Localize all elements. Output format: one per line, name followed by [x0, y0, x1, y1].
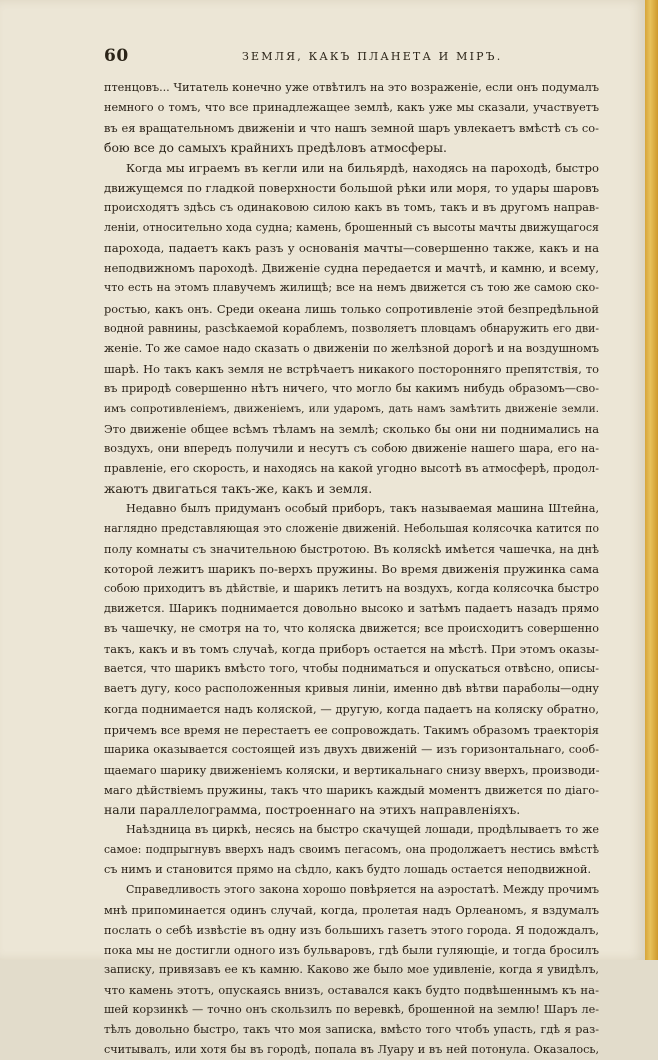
text-line: шей корзинкѣ — точно онъ скользилъ по веревкѣ, брошенной на землю! Шаръ ле- [104, 1003, 599, 1017]
text-line: причемъ все время не перестаетъ ее сопровождать. Такимъ образомъ траекторія [104, 722, 599, 737]
text-line: щаемаго шарику движеніемъ коляски, и вертикальнаго снизу вверхъ, производи- [104, 762, 600, 777]
text-line: Недавно былъ придуманъ особый приборъ, такъ называемая машина Штейна, [126, 501, 599, 515]
text-line: въ ея вращательномъ движеніи и что нашъ земной шаръ увлекаетъ вмѣстѣ съ со- [104, 121, 599, 136]
text-line: ваетъ дугу, косо расположенныя кривыя линіи, именно двѣ вѣтви параболы—одну [104, 682, 599, 696]
text-line: движется. Шарикъ поднимается довольно высоко и затѣмъ падаетъ назадъ прямо [104, 602, 599, 616]
text-line: тѣлъ довольно быстро, такъ что моя записка, вмѣсто того чтобъ упасть, гдѣ я раз- [104, 1023, 599, 1037]
text-line: водной равнины, разсѣкаемой кораблемъ, позволяетъ пловцамъ обнаружить его дви- [104, 321, 599, 335]
page-edge [645, 0, 658, 960]
text-line: воздухъ, они впередъ получили и несутъ съ собою движеніе нашего шара, его на- [104, 441, 599, 455]
text-line: которой лежитъ шарикъ по-верхъ пружины. Во время движенія пружинка сама [104, 562, 599, 577]
text-line: леніи, относительно хода судна; камень, брошенный съ высоты мачты движущагося [104, 221, 599, 235]
text-line: наглядно представляющая это сложеніе движеній. Небольшая колясочка катится по [104, 522, 599, 536]
text-line: Когда мы играемъ въ кегли или на бильярдѣ, находясь на пароходѣ, быстро [126, 161, 599, 176]
text-line: Справедливость этого закона хорошо повѣряется на аэростатѣ. Между прочимъ [126, 882, 599, 896]
text-line: птенцовъ... Читатель конечно уже отвѣтилъ на это возраженіе, если онъ подумалъ [104, 81, 599, 94]
text-line: парохода, падаетъ какъ разъ у основанія мачты—совершенно также, какъ и на [104, 241, 599, 256]
text-line: женіе. То же самое надо сказать о движеніи по желѣзной дорогѣ и на воздушномъ [104, 341, 599, 355]
text-line: такъ, какъ и въ томъ случаѣ, когда приборъ остается на мѣстѣ. При этомъ оказы- [104, 642, 599, 657]
text-line: съ нимъ и становится прямо на сѣдло, какъ будто лошадь остается неподвижной. [104, 862, 592, 876]
text-line: пока мы не достигли одного изъ бульваровъ, гдѣ были гуляющіе, и тогда бросилъ [104, 943, 600, 958]
running-title: ЗЕМЛЯ, КАКЪ ПЛАНЕТА И МIРЪ. [242, 50, 503, 63]
text-line: полу комнаты съ значительною быстротою. Въ колясkѣ имѣется чашечка, на днѣ [104, 542, 599, 557]
text-line: собою приходитъ въ дѣйствіе, и шарикъ летитъ на воздухъ, когда колясочка быстро [104, 582, 599, 596]
text-line: немного о томъ, что все принадлежащее землѣ, какъ уже мы сказали, участвуетъ [104, 101, 599, 115]
text-line: ростью, какъ онъ. Среди океана лишь только сопротивленіе этой безпредѣльной [104, 301, 599, 316]
text-line: имъ сопротивленіемъ, движеніемъ, или ударомъ, дать намъ замѣтить движеніе земли. [104, 402, 599, 415]
text-line: нали параллелограмма, построеннаго на этихъ направленіяхъ. [104, 801, 521, 817]
text-line: записку, привязавъ ее къ камню. Каково же было мое удивленіе, когда я увидѣлъ, [104, 963, 599, 977]
text-line: маго дѣйствіемъ пружины, такъ что шарикъ каждый моментъ движется по діаго- [104, 782, 599, 797]
text-line: происходятъ здѣсь съ одинаковою силою какъ въ томъ, такъ и въ другомъ направ- [104, 201, 599, 215]
text-line: вается, что шарикъ вмѣсто того, чтобы подниматься и опускаться отвѣсно, описы- [104, 662, 599, 676]
text-line: въ чашечку, не смотря на то, что коляска движется; все происходитъ совершенно [104, 622, 599, 636]
text-line: когда поднимается надъ коляской, — другую, когда падаетъ на коляску обратно, [104, 702, 599, 717]
text-line: движущемся по гладкой поверхности большой рѣки или моря, то удары шаровъ [104, 181, 599, 196]
text-line: въ природѣ совершенно нѣтъ ничего, что могло бы какимъ нибудь образомъ—сво- [104, 381, 599, 395]
text-line: самое: подпрыгнувъ вверхъ надъ своимъ пегасомъ, она продолжаетъ нестись вмѣстѣ [104, 842, 599, 856]
page-header [104, 46, 599, 68]
text-line: шарѣ. Но такъ какъ земля не встрѣчаетъ никакого посторонняго препятствія, то [104, 361, 599, 376]
text-line: Наѣздница въ циркѣ, несясь на быстро скачущей лошади, продѣлываетъ то же [126, 822, 599, 836]
text-line: неподвижномъ пароходѣ. Движеніе судна передается и мачтѣ, и камню, и всему, [104, 261, 599, 276]
text-line: Это движеніе общее всѣмъ тѣламъ на землѣ; сколько бы они ни поднимались на [104, 421, 599, 436]
text-line: жаютъ двигаться такъ-же, какъ и земля. [104, 480, 373, 496]
body-text [104, 78, 599, 1060]
text-line: считывалъ, или хотя бы въ городѣ, попала въ Луару и въ ней потонула. Оказалось, [104, 1043, 599, 1057]
text-line: мнѣ припоминается одинъ случай, когда, пролетая надъ Орлеаномъ, я вздумалъ [104, 902, 599, 917]
text-line: что есть на этомъ плавучемъ жилищѣ; все на немъ движется съ тою же самою ско- [104, 281, 599, 295]
text-line: бою все до самыхъ крайнихъ предѣловъ атмосферы. [104, 140, 447, 156]
text-line: что камень этотъ, опускаясь внизъ, оставался какъ будто подвѣшеннымъ къ на- [104, 983, 599, 998]
text-line: шарика оказывается состоящей изъ двухъ движеній — изъ горизонтальнаго, сооб- [104, 742, 599, 756]
text-line: послать о себѣ извѣстіе въ одну изъ большихъ газетъ этого города. Я подождалъ, [104, 922, 599, 937]
text-line: правленіе, его скорость, и находясь на какой угодно высотѣ въ атмосферѣ, продол- [104, 461, 599, 475]
page-number: 60 [104, 46, 129, 66]
